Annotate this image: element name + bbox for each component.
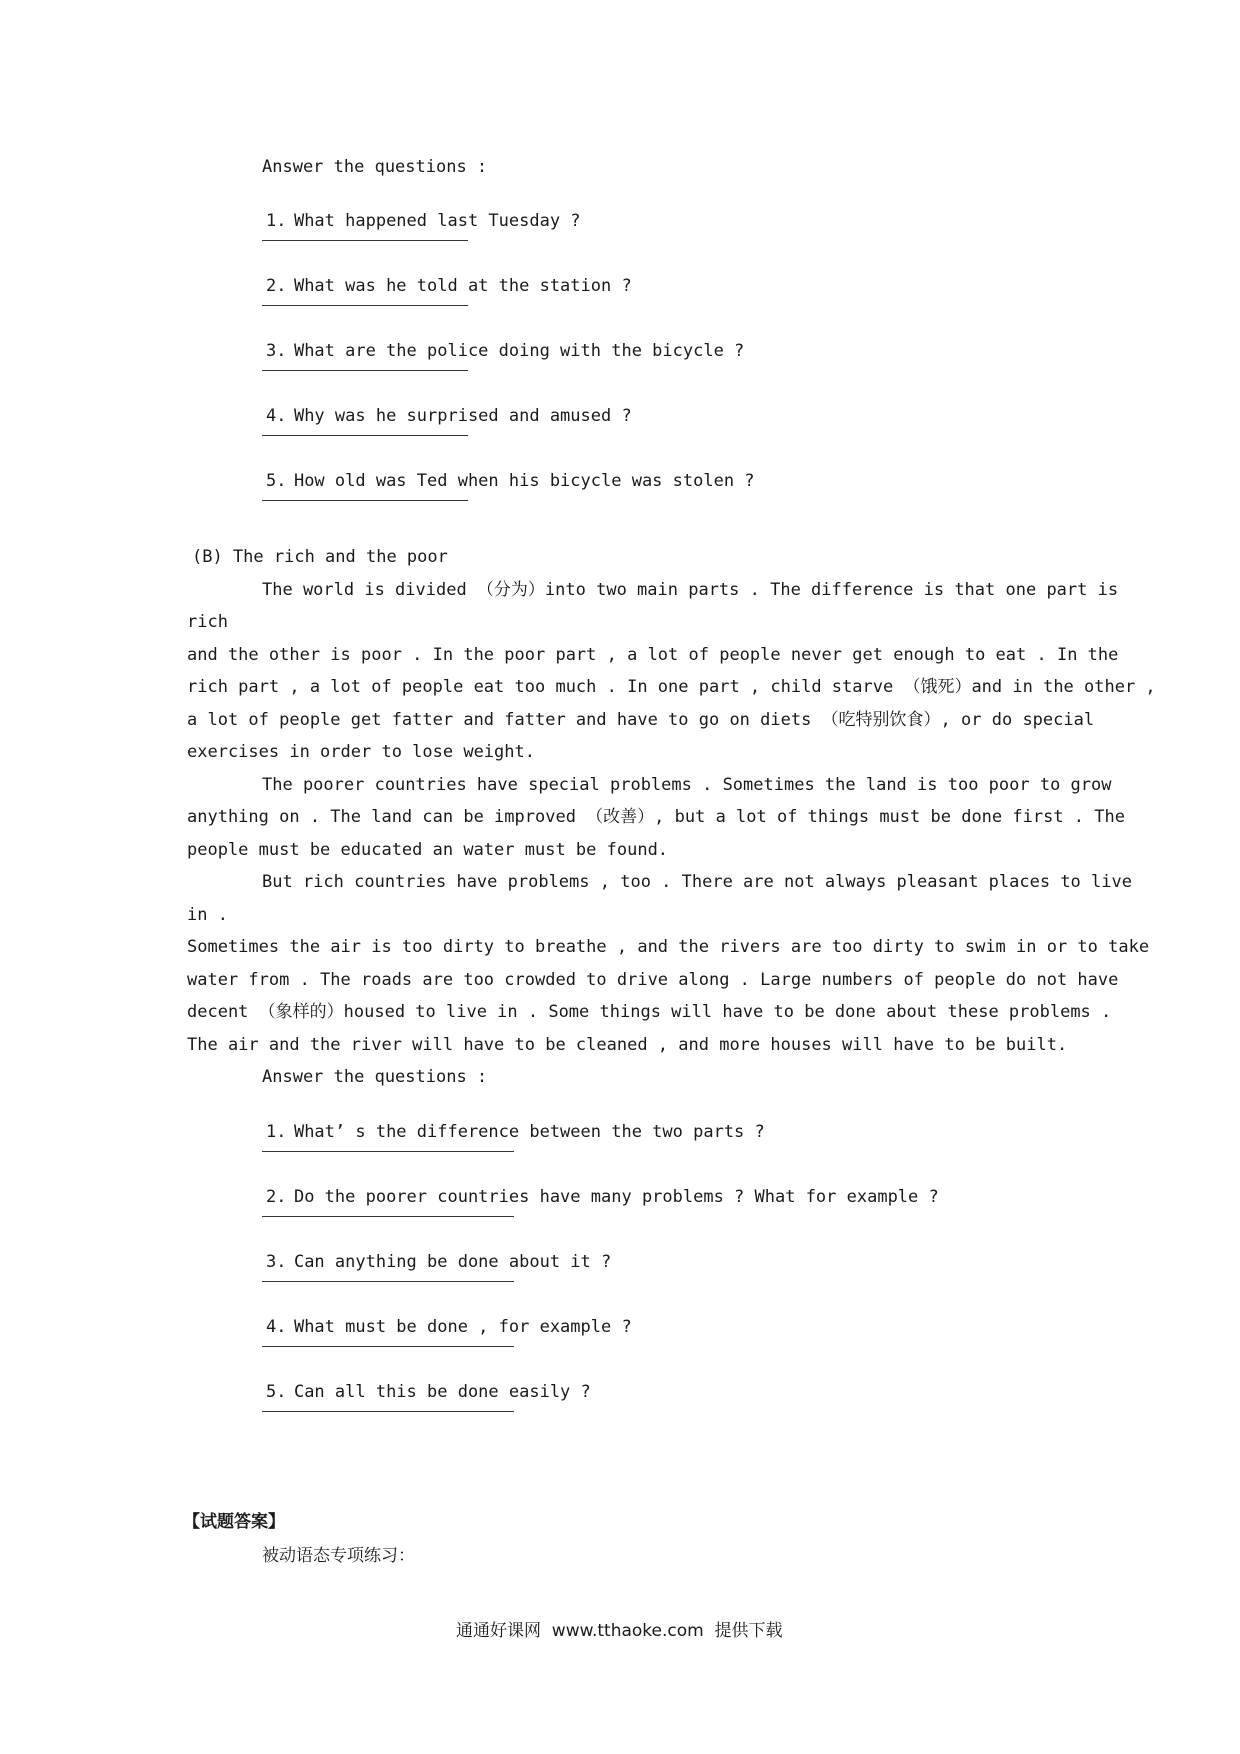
question-number: 5. [265,1382,287,1402]
question-number: 2. [265,276,287,296]
page-footer: 通通好课网 www.tthaoke.com 提供下载 [456,1621,783,1641]
question-number: 5. [265,471,287,491]
answer-blank[interactable] [262,240,468,241]
passage-line: decent （象样的）housed to live in . Some things will have to be done about these problems . [187,1002,1112,1022]
answer-blank[interactable] [262,1346,514,1347]
passage-line: Sometimes the air is too dirty to breathe , and the rivers are too dirty to swim in or to take [187,937,1150,957]
answer-blank[interactable] [262,1151,514,1152]
passage-line: in . [187,905,228,925]
question-number: 3. [265,341,287,361]
question-item [225,448,755,514]
question-text: What happened last Tuesday ? [293,211,581,231]
answer-blank[interactable] [262,305,468,306]
question-item [225,383,632,449]
question-item [225,1229,611,1295]
answer-blank[interactable] [262,1281,514,1282]
question-number: 1. [265,211,287,231]
section-a-prompt: Answer the questions : [262,157,488,177]
answers-subheading: 被动语态专项练习： [262,1546,415,1566]
question-text: What must be done , for example ? [293,1317,632,1337]
passage-line: rich part , a lot of people eat too much . In one part , child starve （饿死）and in the other , [187,677,1156,697]
passage-line: a lot of people get fatter and fatter and have to go on diets （吃特别饮食）, or do special [187,710,1095,730]
question-item [225,318,744,384]
question-text: Can anything be done about it ? [293,1252,612,1272]
passage-line: But rich countries have problems , too . There are not always pleasant places to live [262,872,1132,892]
passage-line: The air and the river will have to be cleaned , and more houses will have to be built. [187,1035,1068,1055]
answer-blank[interactable] [262,370,468,371]
question-item [225,253,632,319]
section-b-heading: (B) The rich and the poor [192,547,448,567]
passage-line: and the other is poor . In the poor part , a lot of people never get enough to eat . In the [187,645,1119,665]
question-item [225,188,581,254]
question-number: 3. [265,1252,287,1272]
question-text: What are the police doing with the bicycle ? [293,341,745,361]
passage-line: rich [187,612,228,632]
question-text: Why was he surprised and amused ? [293,406,632,426]
answers-heading: 【试题答案】 [183,1512,285,1532]
question-number: 4. [265,406,287,426]
passage-line: exercises in order to lose weight. [187,742,535,762]
passage-line: anything on . The land can be improved （改善）, but a lot of things must be done first . The [187,807,1125,827]
answer-blank[interactable] [262,1216,514,1217]
question-text: What was he told at the station ? [293,276,632,296]
passage-line: water from . The roads are too crowded to drive along . Large numbers of people do not have [187,970,1119,990]
question-text: How old was Ted when his bicycle was stolen ? [293,471,755,491]
question-item [225,1294,632,1360]
question-item [225,1099,765,1165]
question-number: 1. [265,1122,287,1142]
passage-line: The poorer countries have special problems . Sometimes the land is too poor to grow [262,775,1112,795]
question-text: Do the poorer countries have many problems ? What for example ? [293,1187,939,1207]
passage-line: people must be educated an water must be found. [187,840,669,860]
question-text: Can all this be done easily ? [293,1382,591,1402]
passage-line: The world is divided （分为）into two main parts . The difference is that one part is [262,580,1119,600]
question-item [225,1359,591,1425]
answer-blank[interactable] [262,1411,514,1412]
question-text: What’ s the difference between the two parts ? [293,1122,765,1142]
section-b-prompt: Answer the questions : [262,1067,488,1087]
answer-blank[interactable] [262,435,468,436]
question-number: 2. [265,1187,287,1207]
answer-blank[interactable] [262,500,468,501]
question-item [225,1164,939,1230]
question-number: 4. [265,1317,287,1337]
